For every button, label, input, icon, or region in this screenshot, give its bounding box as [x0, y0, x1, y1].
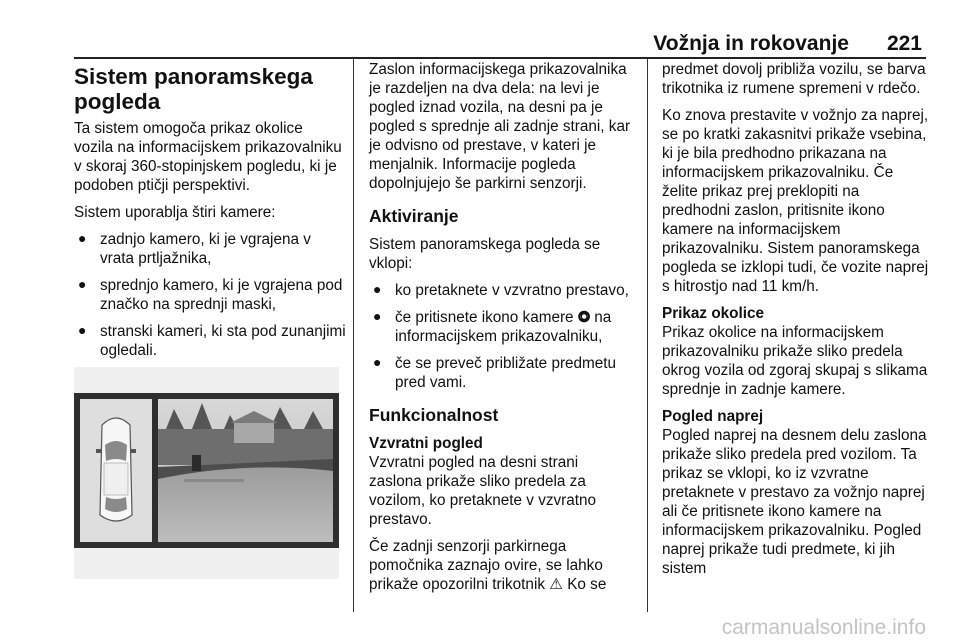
- list-item: ● zadnjo kamero, ki je vgrajena v vrata prtljažnika,: [74, 230, 346, 268]
- sensor-text-end: Ko se: [567, 576, 607, 593]
- list-item-text: na informacijskem prikazovalniku,: [395, 309, 612, 345]
- rear-view-paragraph: Vzvratni pogled na desni strani zaslona prikaže sliko predela za vozilom, ko pretaknete v vzvratno prestavo.: [369, 454, 597, 528]
- page-header: [74, 26, 922, 56]
- sensor-paragraph: [369, 537, 635, 594]
- section-title: Sistem panoramskega pogleda: [74, 64, 313, 114]
- forward-return-paragraph: Ko znova prestavite v vožnjo za naprej, se po kratki zakasnitvi prikaže vsebina, ki je bila predhodno prikazana na informacijskem prikazovalniku. Če želite prikaz prej preklopiti na predhodni zaslon, pritisnite ikono kamere na informacijskem prikazovalniku. Sistem panoramskega pogleda se izklopi tudi, če vozite naprej s hitrostjo nad 11 km/h.: [662, 107, 929, 295]
- sensor-text: Če zadnji senzorji parkirnega pomočnika zaznajo ovire, se lahko prikaže opozorilni trikotnik: [369, 538, 603, 593]
- activation-intro: Sistem panoramskega pogleda se vklopi:: [369, 236, 601, 272]
- column-3: [662, 60, 930, 586]
- heading-pogled-naprej: Pogled naprej: [662, 408, 764, 425]
- warning-triangle-icon: ⚠: [549, 576, 563, 593]
- page-number: 221: [886, 32, 922, 55]
- car-top-view-icon: [96, 418, 136, 521]
- heading-vzvratni-pogled: Vzvratni pogled: [369, 435, 483, 452]
- activation-list: [369, 281, 635, 392]
- display-screen-image: [74, 367, 339, 579]
- list-item-text: če pritisnete ikono kamere: [395, 309, 574, 326]
- watermark-text: carmanualsonline.info: [721, 616, 926, 639]
- list-item: ● sprednjo kamero, ki je vgrajena pod značko na sprednji maski,: [74, 276, 346, 314]
- column-2: [369, 60, 635, 602]
- rear-camera-view: [158, 399, 333, 542]
- column-divider-2: [647, 58, 648, 612]
- heading-aktiviranje: Aktiviranje: [369, 206, 459, 226]
- display-paragraph: Zaslon informacijskega prikazovalnika je razdeljen na dva dela: na levi je pogled iznad vozila, na desni pa je pogled s sprednje ali zadnje strani, kar je odvisno od prestave, v kateri je menjalnik. Informacije pogleda dopolnjujejo še parkirni senzorji.: [369, 61, 631, 192]
- color-change-paragraph: predmet dovolj približa vozilu, se barva trikotnika iz rumene spremeni v rdečo.: [662, 61, 926, 97]
- cameras-intro: Sistem uporablja štiri kamere:: [74, 204, 276, 221]
- header-rule: [74, 57, 926, 59]
- front-view-paragraph: Pogled naprej na desnem delu zaslona prikaže sliko predela pred vozilom. Ta prikaz se vklopi, ko iz vzvratne pretaknete v prestavo za vožnjo naprej ali če pritisnete ikono kamere na informacijskem prikazovalniku. Pogled naprej prikaže tudi predmete, ki jih sistem: [662, 427, 927, 577]
- heading-funkcionalnost: Funkcionalnost: [369, 405, 499, 425]
- intro-paragraph: Ta sistem omogoča prikaz okolice vozila na informacijskem prikazovalniku v skoraj 360-stopinjskem pogledu, ki je podoben ptičji perspektivi.: [74, 120, 342, 194]
- header-title: Vožnja in rokovanje: [653, 32, 849, 55]
- column-divider-1: [353, 58, 354, 612]
- column-1: [74, 60, 346, 368]
- list-item: ● če se preveč približate predmetu pred vami.: [369, 354, 635, 392]
- surround-paragraph: Prikaz okolice na informacijskem prikazovalniku prikaže sliko predela okrog vozila od zgoraj skupaj s slikama sprednje in zadnje kamere.: [662, 324, 928, 398]
- list-item: ● ko pretaknete v vzvratno prestavo,: [369, 281, 635, 300]
- list-item: ● stranski kameri, ki sta pod zunanjimi ogledali.: [74, 322, 346, 360]
- list-item: [369, 308, 635, 346]
- heading-prikaz-okolice: Prikaz okolice: [662, 305, 765, 322]
- cameras-list: [74, 230, 346, 360]
- camera-icon: ⭗: [577, 309, 590, 326]
- panoramic-display-illustration: [74, 367, 339, 579]
